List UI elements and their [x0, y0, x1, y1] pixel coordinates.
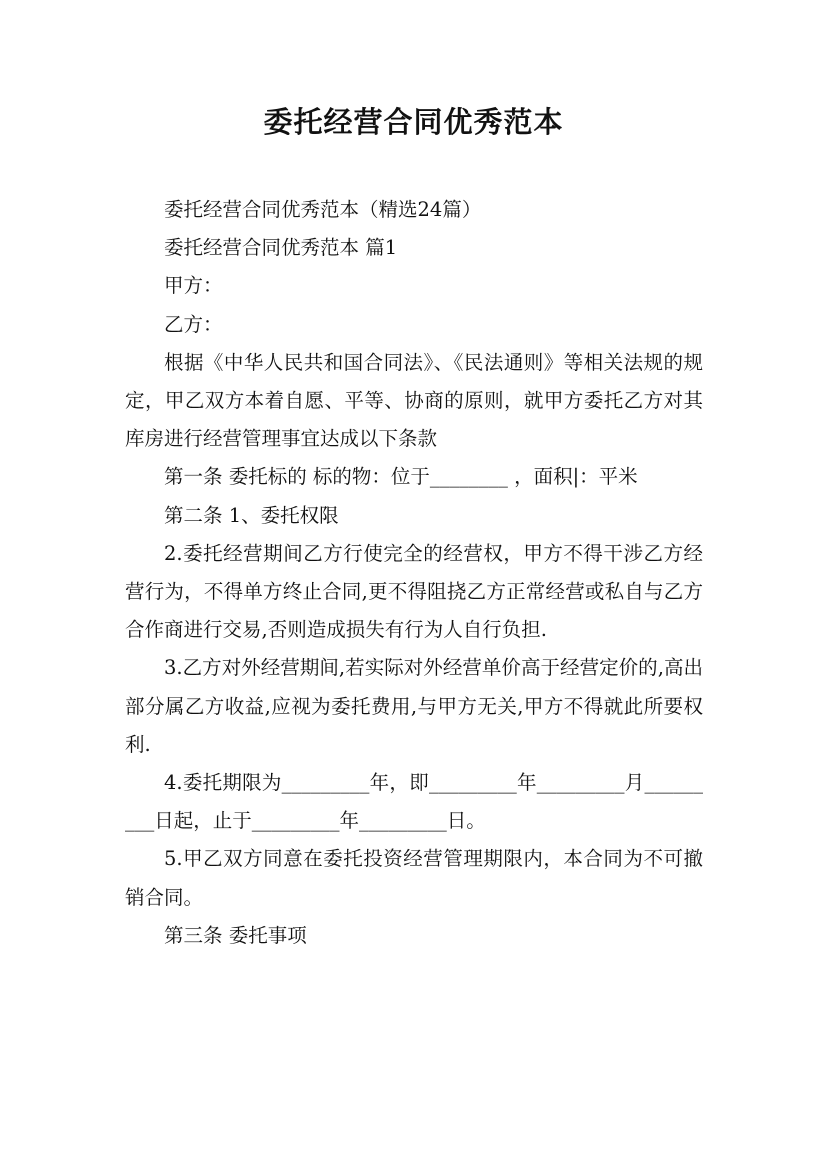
paragraph-party-b: 乙方： [164, 312, 223, 336]
paragraph-section-heading: 委托经营合同优秀范本 篇1 [164, 236, 398, 260]
paragraph-subtitle: 委托经营合同优秀范本（精选24篇） [164, 198, 482, 221]
paragraph-article-1: 第一条 委托标的 标的物：位于________ ，面积|：平米 [164, 465, 638, 489]
document-body [125, 191, 703, 955]
paragraph-preamble: 根据《中华人民共和国合同法》、《民法通则》等相关法规的规定，甲乙双方本着自愿、平等、协商的原则，就甲方委托乙方对其库房进行经营管理事宜达成以下条款 [125, 350, 703, 451]
paragraph-party-a: 甲方： [164, 274, 223, 298]
paragraph-clause-4: 4.委托期限为_________年，即_________年_________月_________日起，止于_________年_________日。 [125, 771, 703, 833]
paragraph-article-2: 第二条 1、委托权限 [164, 503, 339, 527]
paragraph-clause-5: 5.甲乙双方同意在委托投资经营管理期限内，本合同为不可撤销合同。 [125, 847, 703, 909]
paragraph-clause-2: 2.委托经营期间乙方行使完全的经营权，甲方不得干涉乙方经营行为，不得单方终止合同,更不得阻挠乙方正常经营或私自与乙方合作商进行交易,否则造成损失有行为人自行负担. [125, 541, 703, 642]
paragraph-clause-3: 3.乙方对外经营期间,若实际对外经营单价高于经营定价的,高出部分属乙方收益,应视为委托费用,与甲方无关,甲方不得就此所要权利. [125, 656, 703, 756]
paragraph-article-3: 第三条 委托事项 [164, 923, 307, 947]
document-title: 委托经营合同优秀范本 [263, 105, 564, 139]
